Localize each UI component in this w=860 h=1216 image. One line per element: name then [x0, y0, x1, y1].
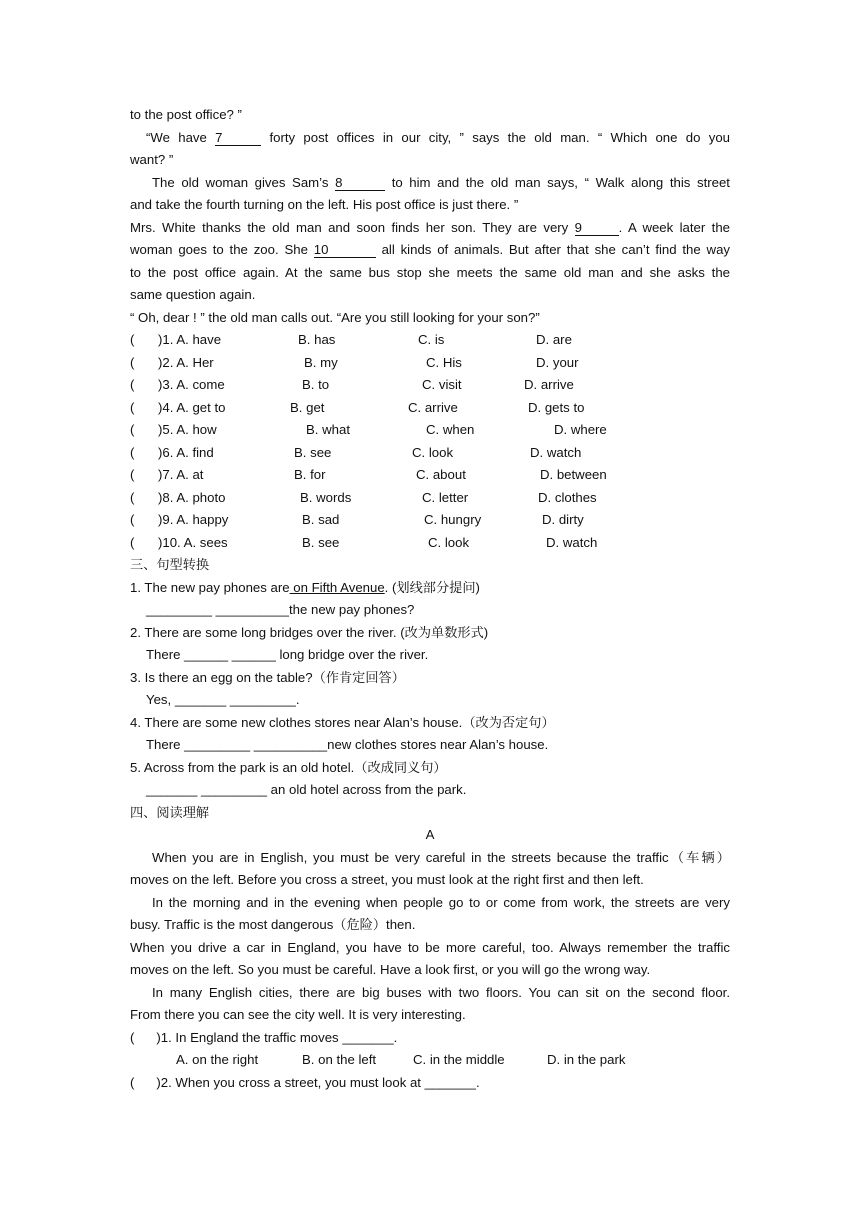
- question: 4. There are some new clothes stores near Alan’s house.（改为否定句）: [130, 714, 555, 730]
- answer-line: _________ __________the new pay phones?: [146, 602, 415, 617]
- choice-row: ( )2. A. Her B. my C. His D. your: [130, 354, 579, 370]
- passage-line: woman goes to the zoo. She 10 all kinds of animals. But after that she can’t find the way: [130, 242, 730, 257]
- choice-row: ( )10. A. sees B. see C. look D. watch: [130, 534, 598, 550]
- choice-row: ( )5. A. how B. what C. when D. where: [130, 422, 607, 437]
- question: 3. Is there an egg on the table?（作肯定回答）: [130, 669, 405, 685]
- answer-line: Yes, _______ _________.: [146, 692, 300, 707]
- reading-line: busy. Traffic is the most dangerous（危险）then.: [130, 917, 416, 932]
- choice-row: ( )8. A. photo B. words C. letter D. clothes: [130, 489, 597, 505]
- reading-line: In many English cities, there are big buses with two floors. You can sit on the second floor.: [152, 984, 730, 1000]
- question: 2. There are some long bridges over the river. (改为单数形式): [130, 624, 489, 640]
- passage-line: and take the fourth turning on the left. His post office is just there. ”: [130, 197, 519, 212]
- section-title: 三、句型转换: [130, 557, 210, 572]
- reading-line: moves on the left. So you must be careful. Have a look first, or you will go the wrong way.: [130, 962, 651, 977]
- reading-line: From there you can see the city well. It is very interesting.: [130, 1007, 466, 1022]
- document-page: [130, 104, 730, 1094]
- passage-line: “ Oh, dear ! ” the old man calls out. “Are you still looking for your son?”: [130, 309, 540, 325]
- reading-line: When you are in English, you must be very careful in the streets because the traffic（车辆）: [152, 849, 730, 865]
- choice-row: ( )7. A. at B. for C. about D. between: [130, 467, 607, 482]
- choice-row: ( )4. A. get to B. get C. arrive D. gets to: [130, 399, 585, 415]
- passage-line: to the post office? ”: [130, 107, 242, 122]
- choice-row: ( )1. A. have B. has C. is D. are: [130, 332, 572, 347]
- reading-line: When you drive a car in England, you have to be more careful, too. Always remember the traffic: [130, 939, 730, 955]
- reading-line: In the morning and in the evening when people go to or come from work, the streets are very: [152, 894, 730, 910]
- reading-question: ( )1. In England the traffic moves _______.: [130, 1029, 398, 1045]
- blank-10: 10: [314, 242, 376, 258]
- reading-question: ( )2. When you cross a street, you must look at _______.: [130, 1074, 480, 1090]
- choice-row: ( )3. A. come B. to C. visit D. arrive: [130, 377, 574, 392]
- question: 1. The new pay phones are on Fifth Avenue. (划线部分提问): [130, 579, 480, 595]
- question: 5. Across from the park is an old hotel.（改成同义句）: [130, 759, 447, 775]
- passage-line: want? ”: [130, 152, 174, 167]
- blank-8: 8: [335, 175, 385, 191]
- blank-9: 9: [575, 220, 619, 236]
- reading-line: moves on the left. Before you cross a street, you must look at the right first and then left.: [130, 872, 644, 887]
- answer-line: There _________ __________new clothes stores near Alan’s house.: [146, 737, 549, 752]
- underlined-phrase: on Fifth Avenue: [289, 579, 385, 595]
- answer-line: There ______ ______ long bridge over the river.: [146, 647, 429, 662]
- answer-line: _______ _________ an old hotel across from the park.: [146, 782, 467, 797]
- passage-line: Mrs. White thanks the old man and soon finds her son. They are very 9 . A week later the: [130, 219, 730, 235]
- passage-line: same question again.: [130, 287, 256, 302]
- passage-line: “We have 7 forty post offices in our city, ” says the old man. “ Which one do you: [146, 129, 730, 145]
- reading-options: A. on the right B. on the left C. in the middle D. in the park: [176, 1052, 626, 1067]
- choice-row: ( )9. A. happy B. sad C. hungry D. dirty: [130, 512, 584, 527]
- section-title: 四、阅读理解: [130, 804, 210, 820]
- passage-line: to the post office again. At the same bus stop she meets the same old man and she asks the: [130, 264, 730, 280]
- choice-row: ( )6. A. find B. see C. look D. watch: [130, 444, 582, 460]
- blank-7: 7: [215, 130, 261, 146]
- passage-line: The old woman gives Sam’s 8 to him and the old man says, “ Walk along this street: [152, 174, 730, 190]
- passage-heading: A: [425, 827, 435, 842]
